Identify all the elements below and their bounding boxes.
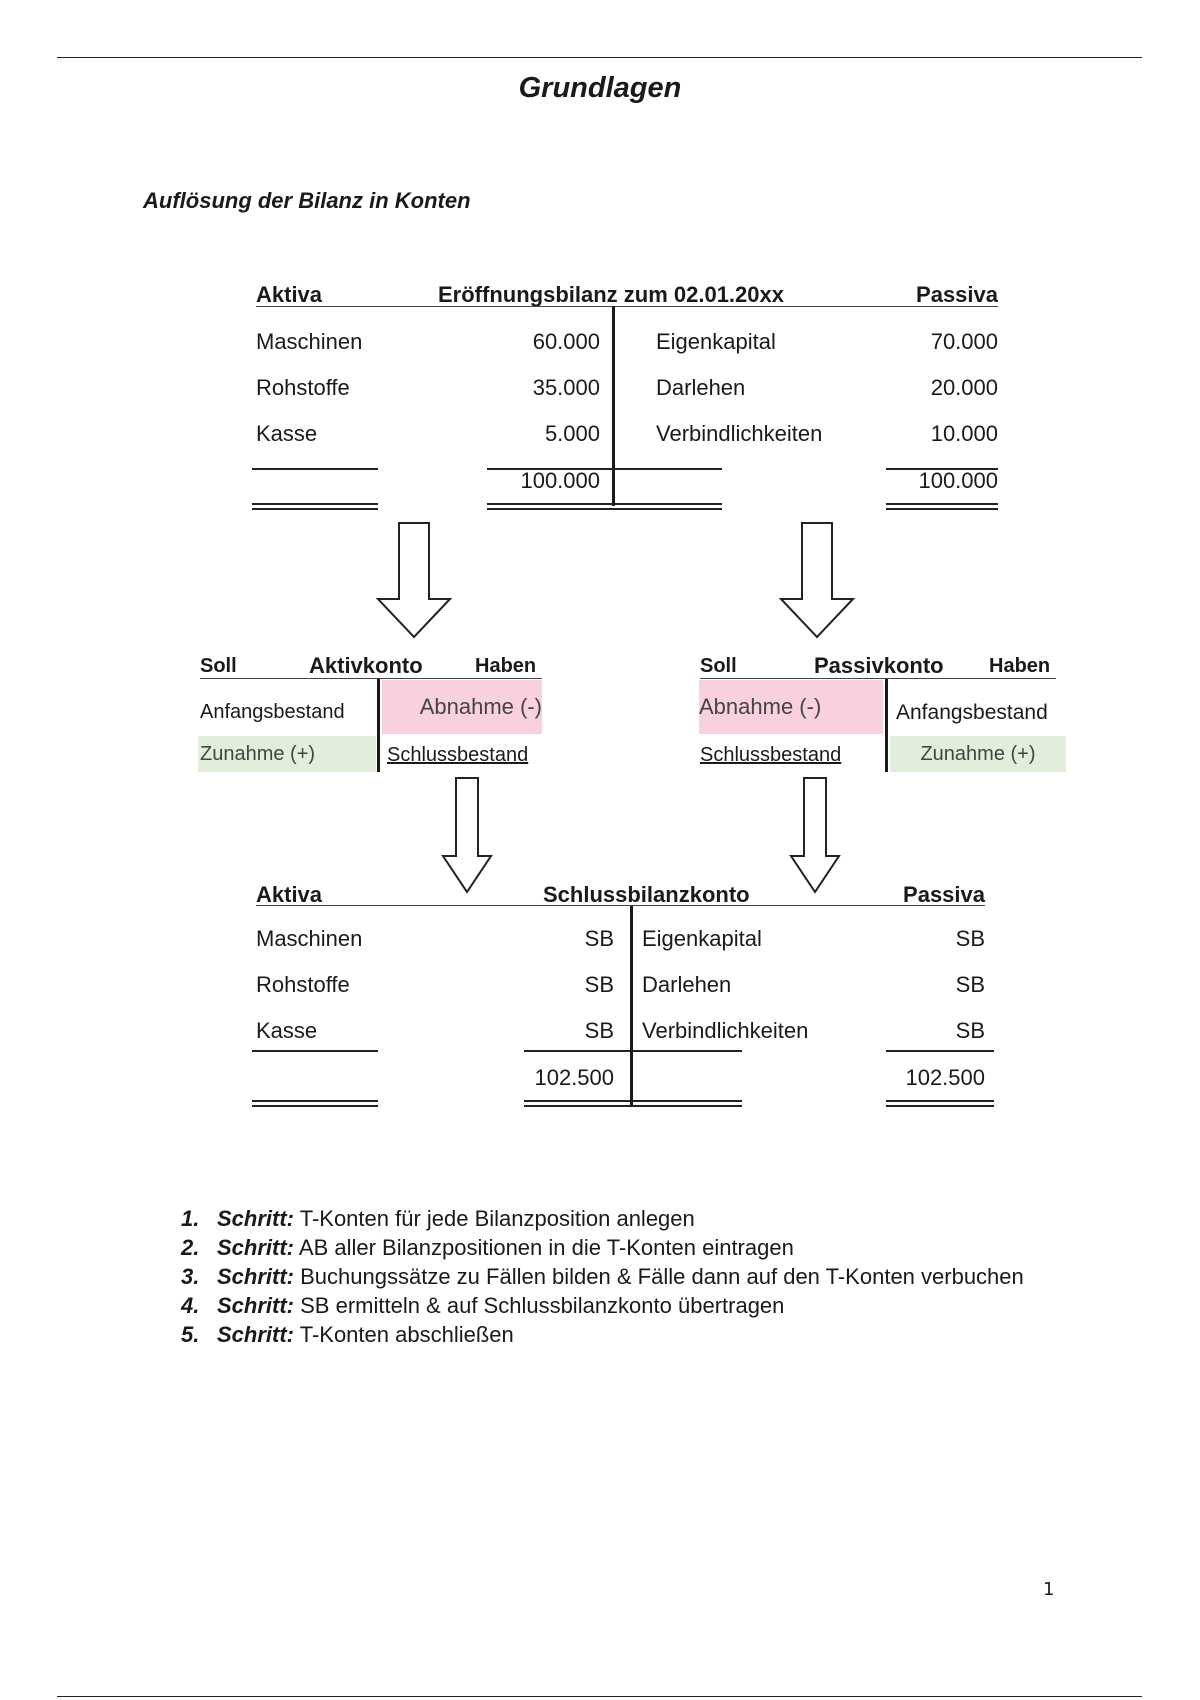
step-text: SB ermitteln & auf Schlussbilanzkonto übertragen xyxy=(300,1293,785,1318)
top-rule xyxy=(57,57,1142,58)
asset-account-haben: Haben xyxy=(475,655,537,677)
closing-left-sum-rule xyxy=(252,1050,378,1052)
closing-asset-label: Maschinen xyxy=(256,926,363,951)
bottom-rule xyxy=(57,1696,1142,1697)
step-text: T-Konten für jede Bilanzposition anlegen xyxy=(299,1206,695,1231)
closing-liability-label: Eigenkapital xyxy=(642,926,762,951)
closing-liability-value: SB xyxy=(955,1018,985,1043)
closing-liability-value: SB xyxy=(955,926,985,951)
list-item xyxy=(181,1320,1024,1349)
liability-account-start: Anfangsbestand xyxy=(896,701,1048,724)
arrow-down-icon xyxy=(441,776,493,894)
liability-account-decrease: Abnahme (-) xyxy=(699,680,883,734)
closing-liability-label: Verbindlichkeiten xyxy=(642,1018,809,1043)
closing-total-left: 102.500 xyxy=(534,1065,614,1090)
opening-asset-label: Kasse xyxy=(256,421,318,446)
step-number: 1. xyxy=(181,1206,200,1231)
closing-balance-title: Schlussbilanzkonto xyxy=(543,882,750,907)
opening-aktiva-header: Aktiva xyxy=(256,282,323,307)
step-number: 3. xyxy=(181,1264,200,1289)
asset-account-decrease: Abnahme (-) xyxy=(382,680,542,734)
opening-total-left: 100.000 xyxy=(520,468,600,493)
list-item xyxy=(181,1291,1024,1320)
step-label: Schritt: xyxy=(217,1235,294,1260)
step-number: 5. xyxy=(181,1322,200,1347)
opening-liability-label: Verbindlichkeiten xyxy=(656,421,823,446)
asset-account-increase: Zunahme (+) xyxy=(198,736,376,772)
opening-asset-label: Maschinen xyxy=(256,329,363,354)
closing-asset-label: Rohstoffe xyxy=(256,972,350,997)
opening-asset-label: Rohstoffe xyxy=(256,375,350,400)
opening-asset-value: 5.000 xyxy=(544,421,600,446)
opening-liability-label: Eigenkapital xyxy=(656,329,776,354)
liability-account-divider xyxy=(885,679,888,772)
step-label: Schritt: xyxy=(217,1322,294,1347)
opening-asset-value: 35.000 xyxy=(532,375,600,400)
step-number: 2. xyxy=(181,1235,200,1260)
step-text: Buchungssätze zu Fällen bilden & Fälle dann auf den T-Konten verbuchen xyxy=(300,1264,1024,1289)
step-label: Schritt: xyxy=(217,1293,294,1318)
asset-account-title: Aktivkonto xyxy=(309,653,423,678)
list-item xyxy=(181,1204,1024,1233)
closing-asset-value: SB xyxy=(584,1018,614,1043)
opening-total-right: 100.000 xyxy=(918,468,998,493)
closing-aktiva-header: Aktiva xyxy=(256,882,323,907)
closing-liability-label: Darlehen xyxy=(642,972,732,997)
page-number: 1 xyxy=(1043,1579,1055,1600)
asset-account-start: Anfangsbestand xyxy=(200,701,345,723)
section-subtitle: Auflösung der Bilanz in Konten xyxy=(143,188,471,213)
opening-center-divider xyxy=(612,306,615,506)
closing-liability-value: SB xyxy=(955,972,985,997)
list-item xyxy=(181,1233,1024,1262)
closing-right-sum-rule xyxy=(886,1050,994,1052)
opening-left-double-rule xyxy=(252,503,378,510)
step-text: T-Konten abschließen xyxy=(299,1322,514,1347)
asset-account-header-rule xyxy=(200,678,542,679)
liability-account-haben: Haben xyxy=(989,655,1051,677)
closing-mid-double-rule xyxy=(524,1100,742,1107)
opening-liability-label: Darlehen xyxy=(656,375,746,400)
closing-asset-label: Kasse xyxy=(256,1018,318,1043)
opening-liability-value: 70.000 xyxy=(930,329,998,354)
opening-header-rule xyxy=(256,306,998,307)
closing-center-divider xyxy=(630,906,633,1106)
closing-passiva-header: Passiva xyxy=(903,882,985,907)
step-label: Schritt: xyxy=(217,1206,294,1231)
liability-account-soll: Soll xyxy=(700,655,737,677)
asset-account-divider xyxy=(377,679,380,772)
closing-mid-sum-rule xyxy=(524,1050,742,1052)
asset-account-end: Schlussbestand xyxy=(387,744,529,766)
arrow-down-icon xyxy=(789,776,841,894)
closing-asset-value: SB xyxy=(584,972,614,997)
opening-left-sum-rule xyxy=(252,468,378,470)
opening-balance-title: Eröffnungsbilanz zum 02.01.20xx xyxy=(438,282,784,307)
liability-account-header-rule xyxy=(700,678,1056,679)
page-title: Grundlagen xyxy=(518,72,682,104)
step-label: Schritt: xyxy=(217,1264,294,1289)
closing-right-double-rule xyxy=(886,1100,994,1107)
opening-mid-double-rule xyxy=(487,503,722,510)
step-text: AB aller Bilanzpositionen in die T-Konten eintragen xyxy=(298,1235,794,1260)
closing-header-rule xyxy=(256,905,985,906)
steps-list xyxy=(181,1204,1024,1349)
list-item xyxy=(181,1262,1024,1291)
liability-account-title: Passivkonto xyxy=(814,653,944,678)
opening-liability-value: 20.000 xyxy=(930,375,998,400)
opening-passiva-header: Passiva xyxy=(916,282,998,307)
opening-right-double-rule xyxy=(886,503,998,510)
arrow-down-icon xyxy=(779,521,855,639)
step-number: 4. xyxy=(181,1293,200,1318)
opening-asset-value: 60.000 xyxy=(532,329,600,354)
closing-asset-value: SB xyxy=(584,926,614,951)
closing-total-right: 102.500 xyxy=(905,1065,985,1090)
liability-account-increase: Zunahme (+) xyxy=(890,736,1066,772)
closing-left-double-rule xyxy=(252,1100,378,1107)
asset-account-soll: Soll xyxy=(200,655,237,677)
liability-account-end: Schlussbestand xyxy=(700,744,842,766)
opening-liability-value: 10.000 xyxy=(930,421,998,446)
arrow-down-icon xyxy=(376,521,452,639)
